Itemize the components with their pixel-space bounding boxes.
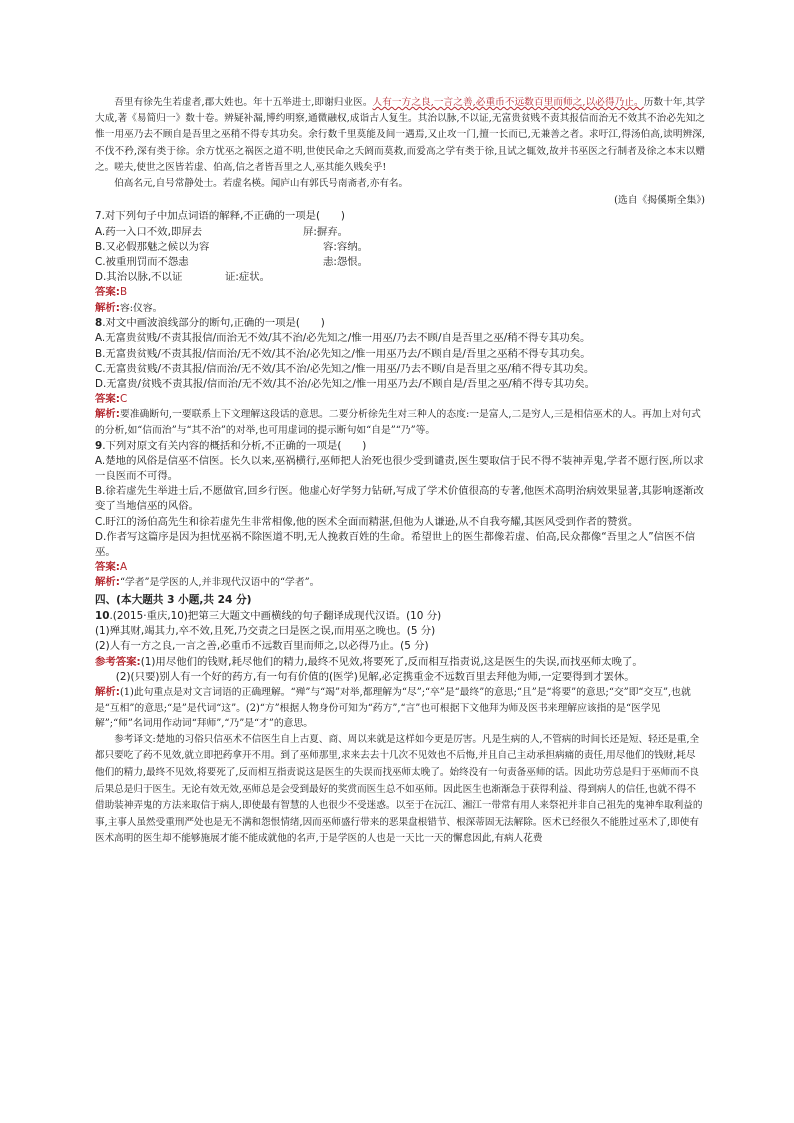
q8-stem: 8.对文中画波浪线部分的断句,正确的一项是( ) (95, 317, 325, 330)
q7-options (95, 225, 705, 286)
q7-explanation: 解析:容:仪容。 (95, 301, 163, 314)
q9-option-b: B.徐若虚先生举进士后,不愿做官,回乡行医。他虚心好学努力钻研,写成了学术价值很高的专著,他医术高明治病效果显著,其影响逐渐改变了当地信巫的风俗。 (95, 485, 704, 513)
q10-explanation: 解析:(1)此句重点是对文言词语的正确理解。“殚”与“竭”对举,都理解为“尽”;“卒”是“最终”的意思;“且”是“将要”的意思;“交”即“交互”,也就是“互相”的意思;“是”是代词“这”。(2)“方”根据人物身份可知为“药方”,“言”也可根据下文他拜为师及医书来理解应该指的是“医学见解”;“师”名词用作动词“拜师”,“乃”是“才”的意思。 (95, 686, 691, 730)
q9-stem: 9.下列对原文有关内容的概括和分析,不正确的一项是( ) (95, 439, 367, 452)
q7-option-b: B.又必假那魅之候以为容 容:容纳。 (95, 240, 369, 253)
q7-option-c: C.被重刑罚而不怨恚 恚:怨恨。 (95, 256, 369, 269)
section-heading: 四、(本大题共 3 小题,共 24 分) (95, 594, 252, 607)
q10-reference-answer-2: (2)(只要)别人有一个好的药方,有一句有价值的(医学)见解,必定携重金不远数百里去拜他为师,一定要得到才罢休。 (115, 670, 635, 683)
q8-option-a: A.无富贵贫贱/不责其报信/而治无不效/其不治/必先知之/惟一用巫/乃去不顾/自是吾里之巫/稍不得专其功矣。 (95, 332, 591, 345)
q7-option-d: D.其治以脉,不以证 证:症状。 (95, 271, 271, 284)
q10-translation: 参考译文:楚地的习俗只信巫术不信医生自上古夏、商、周以来就是这样如今更是厉害。凡是生病的人,不管病的时间长还是短、轻还是重,全都只要吃了药不见效,就立即把药拿开不用。到了巫师那里,求来去去十几次不见效也不后悔,并且自己主动承担病痛的责任,用尽他们的钱财,耗尽他们的精力,最终不见效,将要死了,反而相互指责说这是医生的失误而找巫师太晚了。始终没有一句责备巫师的话。因此功劳总是归于巫师而不良后果总是归于医生。无论有效无效,巫师总是会受到最好的奖赏而医生总不如巫师。因此医生也渐渐急于获得利益、得到病人的信任,也就不得不借助装神弄鬼的方法来取信于病人,即使最有智慧的人也很少不受迷惑。以至于在沅江、湘江一带常有用人来祭祀并非自己祖先的鬼神牟取利益的事,主事人虽然受重刑严处也是无不满和怨恨情绪,因而巫师盛行带来的恶果盘根错节、根深蒂固无法解除。医术已经很久不能胜过巫术了,即使有医术高明的医生却不能够施展才能不能成就他的名声,于是学医的人也是一天比一天的懈怠因此,有病人花费 (95, 733, 703, 845)
q7-answer: 答案:B (95, 286, 128, 299)
q8-answer: 答案:C (95, 393, 128, 406)
passage-source: (选自《揭傒斯全集》) (614, 195, 705, 207)
q8-option-d: D.无富贵/贫贱不责其报/信而治/无不效/其不治/必先知之/惟一用巫乃去/不顾自是/吾里之巫/稍不得专其功矣。 (95, 378, 595, 391)
q7-option-a: A.药一入口不效,即屏去 屏:摒弃。 (95, 225, 349, 238)
q9-option-a: A.楚地的风俗是信巫不信医。长久以来,巫祸横行,巫师把人治死也很少受到谴责,医生要取信于民不得不装神弄鬼,学者不愿行医,所以求一良医而不可得。 (95, 454, 704, 483)
passage-paragraph-1 (95, 95, 705, 176)
q10-stem: 10.(2015·重庆,10)把第三大题文中画横线的句子翻译成现代汉语。(10 分) (95, 610, 442, 623)
q8-option-c: C.无富贵贫贱/不责其报/信而治/无不效/其不治/必先知之/惟一用巫/乃去不顾/自是吾里之巫/稍不得专其功矣。 (95, 362, 595, 375)
q9-explanation: 解析:“学者”是学医的人,并非现代汉语中的“学者”。 (95, 576, 320, 589)
q9-option-c: C.盱江的汤伯高先生和徐若虚先生非常相像,他的医术全面而精湛,但他为人谦逊,从不自我夸耀,其医风受到作者的赞赏。 (95, 515, 639, 528)
passage-text-b: 历数十年,其学大成,著《易简归一》数十卷。辨疑补漏,博约明察,通微融权,成诣古人复生。其治以脉,不以证,无富贵贫贱不责其报信而治无不效其不治必先知之惟一用巫乃去不顾自是吾里之巫稍不得专其功矣。余行数千里莫能及间一遇焉,又止攻一门,擅一长而已,无兼善之者。求吁江,得汤伯高,读明辨深,不伐不矜,深有类于徐。余方忧巫之祸医之道不明,世使民命之夭阏而莫救,而爱高之学有类于徐,且试之辄效,故并书巫医之行制者及徐之本末以赠之。嗟夫,使世之医皆若虚、伯高,信之者皆吾里之人,巫其能久贱矣乎! (95, 97, 705, 173)
q8-option-b: B.无富贵贫贱/不责其报/信而治/无不效/其不治/必先知之/惟一用巫乃去/不顾自是/吾里之巫稍不得专其功矣。 (95, 347, 591, 360)
q10-item-2: (2)人有一方之良,一言之善,必重币不远数百里而师之,以必得乃止。(5 分) (95, 640, 429, 653)
q10-item-1: (1)殚其财,竭其力,卒不效,且死,乃交责之曰是医之误,而用巫之晚也。(5 分) (95, 625, 436, 638)
q7-stem: 7.对下列句子中加点词语的解释,不正确的一项是( ) (95, 210, 345, 223)
passage-paragraph-2: 伯高名元,自号常静处士。若虚名楧。闻庐山有郭氏号南斋者,亦有名。 (114, 178, 409, 190)
q9-answer: 答案:A (95, 561, 128, 574)
q10-reference-answer-1: 参考答案:(1)用尽他们的钱财,耗尽他们的精力,最终不见效,将要死了,反而相互指责说,这是医生的失误,而找巫师太晚了。 (95, 655, 643, 668)
q8-explanation: 解析:要准确断句,一要联系上下文理解这段话的意思。二要分析徐先生对三种人的态度:一是富人,二是穷人,三是相信巫术的人。再加上对句式的分析,如“信而治”与“其不治”的对举,也可用虚词的提示断句如“自是”“乃”等。 (95, 408, 701, 437)
q9-option-d: D.作者写这篇序是因为担忧巫祸不除医道不明,无人挽救百姓的生命。希望世上的医生都像若虚、伯高,民众都像“吾里之人”信医不信巫。 (95, 530, 696, 559)
passage-text-a: 吾里有徐先生若虚者,郡大姓也。年十五举进士,即谢归业医。 (114, 97, 373, 108)
document-page (95, 95, 705, 848)
passage-highlighted-sentence: 人有一方之良,一言之善,必重币不远数百里而师之,以必得乃止。 (372, 97, 644, 108)
